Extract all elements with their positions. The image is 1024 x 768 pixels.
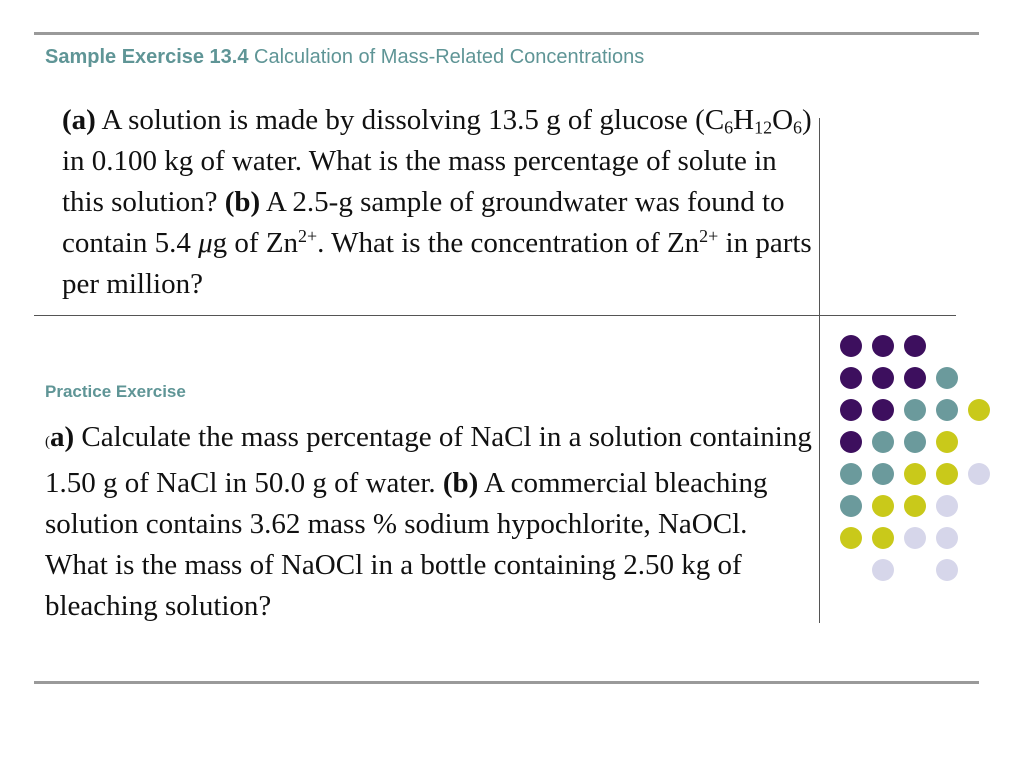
decor-dot bbox=[904, 495, 926, 517]
decor-dot bbox=[872, 399, 894, 421]
decor-dot bbox=[936, 559, 958, 581]
decor-dot bbox=[840, 463, 862, 485]
decor-dot bbox=[840, 335, 862, 357]
decor-dot bbox=[936, 367, 958, 389]
part-b-label: (b) bbox=[224, 186, 261, 218]
decor-dot bbox=[936, 463, 958, 485]
decor-dot bbox=[872, 527, 894, 549]
bottom-rule bbox=[34, 681, 979, 684]
decor-dot bbox=[936, 431, 958, 453]
part-a-label: (a) bbox=[62, 104, 96, 136]
decor-dot bbox=[872, 335, 894, 357]
decor-dot bbox=[936, 527, 958, 549]
decor-dot bbox=[872, 495, 894, 517]
decor-dot bbox=[872, 559, 894, 581]
decor-dot bbox=[872, 463, 894, 485]
decor-dot bbox=[936, 399, 958, 421]
decor-dot bbox=[872, 367, 894, 389]
decor-dot bbox=[840, 495, 862, 517]
top-rule bbox=[34, 32, 979, 35]
practice-exercise-text: (a) Calculate the mass percentage of NaCl in a solution containing 1.50 g of NaCl in 50.0 g of water. (b) A commercial bleaching solution contains 3.62 mass % sodium hypochlorite, NaOCl. What is the mass of NaOCl in a bottle containing 2.50 kg of bleaching solution? bbox=[45, 421, 812, 622]
practice-a-label: a) bbox=[50, 421, 75, 453]
decor-dot bbox=[840, 367, 862, 389]
decor-dot bbox=[904, 431, 926, 453]
decor-dot bbox=[936, 495, 958, 517]
decor-dot bbox=[904, 527, 926, 549]
page-title bbox=[45, 46, 644, 69]
sample-exercise-text: (a) A solution is made by dissolving 13.5 g of glucose $(C_6H_{12}O_6)$ in 0.100 kg of water. What is the mass percentage of solute in this solution? (b) A 2.5-g sample of groundwater was found to contain 5.4 μg of $Zn^{2+}$. What is the concentration of $Zn^{2+}$ in parts per million? bbox=[62, 104, 812, 300]
decor-dot bbox=[904, 335, 926, 357]
practice-heading: Practice Exercise bbox=[45, 382, 186, 401]
exercise-subtitle: Calculation of Mass-Related Concentrations bbox=[254, 46, 645, 68]
decor-dot bbox=[968, 463, 990, 485]
decor-dot bbox=[904, 367, 926, 389]
practice-b-label: (b) bbox=[442, 467, 479, 499]
decor-dot bbox=[872, 431, 894, 453]
exercise-label: Sample Exercise 13.4 bbox=[45, 46, 249, 68]
decor-dot bbox=[968, 399, 990, 421]
decor-dot bbox=[904, 463, 926, 485]
horizontal-divider bbox=[34, 315, 956, 316]
decor-dot bbox=[840, 399, 862, 421]
decor-dot bbox=[904, 399, 926, 421]
decor-dot bbox=[840, 431, 862, 453]
decor-dot bbox=[840, 527, 862, 549]
